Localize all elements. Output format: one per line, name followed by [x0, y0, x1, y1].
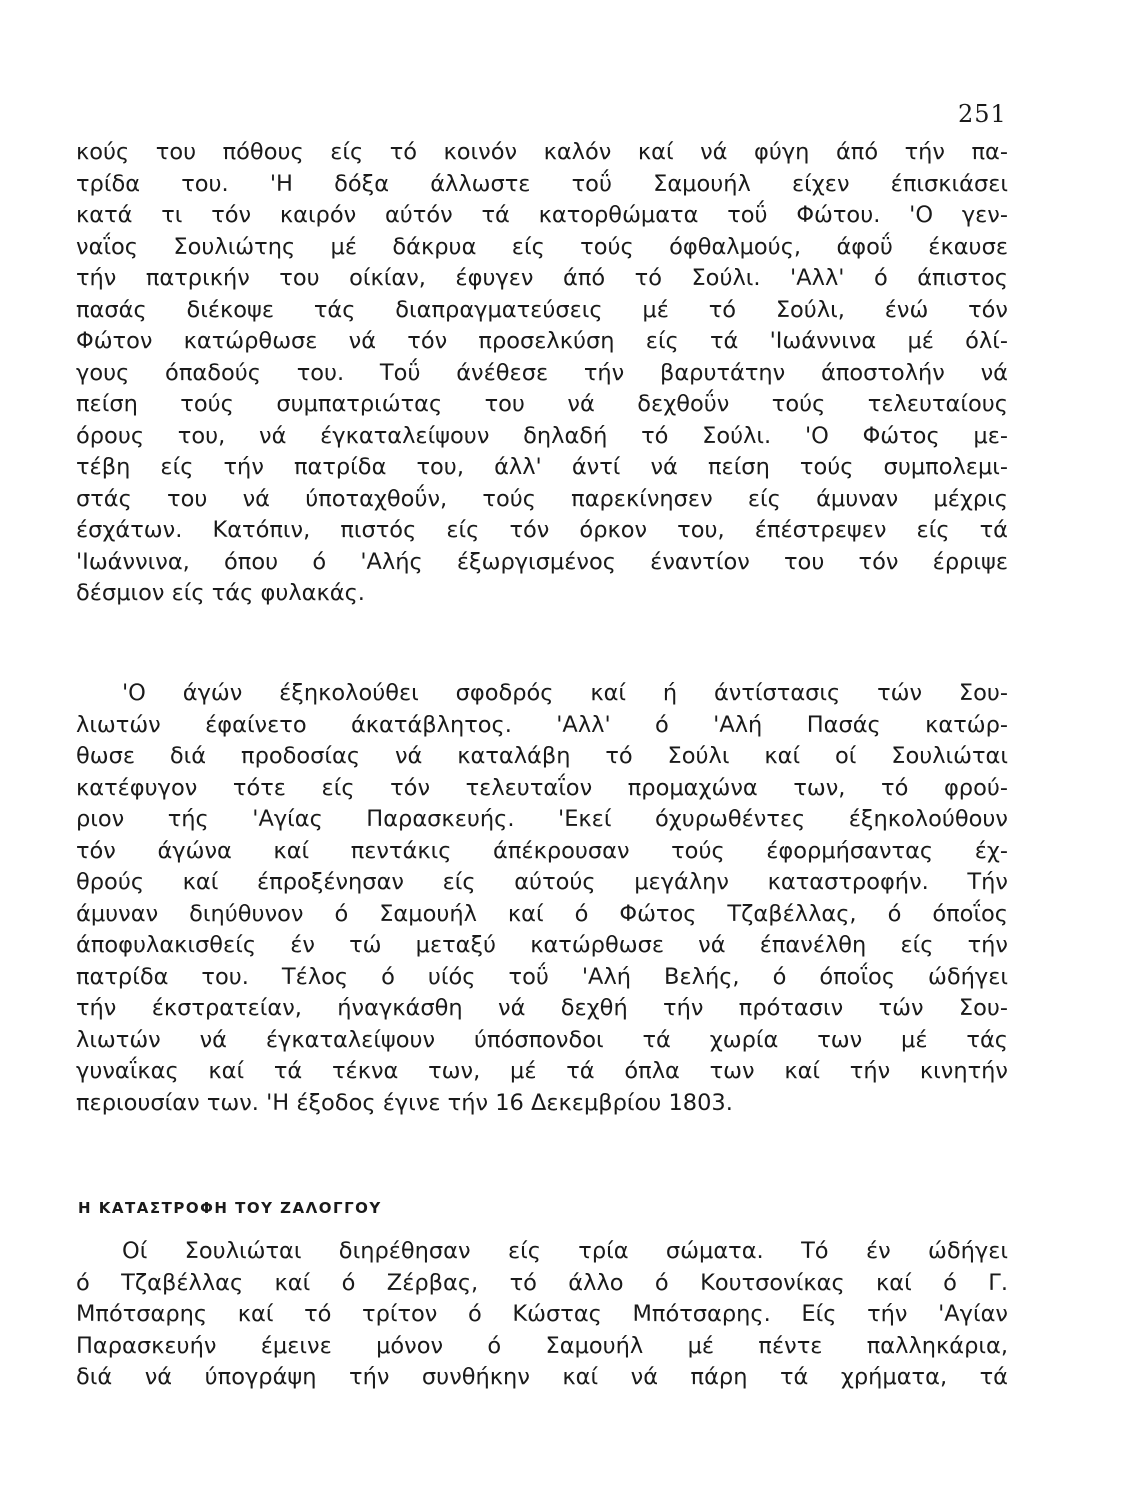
text-line: λιωτών έφαίνετο άκατάβλητος. 'Αλλ' ό 'Αλή Πασάς κατώρ-: [76, 711, 1008, 738]
text-line: έσχάτων. Κατόπιν, πιστός είς τόν όρκον του, έπέστρεψεν είς τά: [76, 517, 1008, 543]
text-line: Μπότσαρης καί τό τρίτον ό Κώστας Μπότσαρης. Είς τήν 'Αγίαν: [76, 1301, 1008, 1327]
text-line: κατά τι τόν καιρόν αύτόν τά κατορθώματα τοΰ Φώτου. 'Ο γεν-: [76, 202, 1008, 228]
text-line: τόν άγώνα καί πεντάκις άπέκρουσαν τούς έφορμήσαντας έχ-: [76, 837, 1008, 864]
text-line: πείση τούς συμπατριώτας του νά δεχθοΰν τούς τελευταίους: [76, 391, 1008, 417]
section-heading: Η ΚΑΤΑΣΤΡΟΦΗ ΤΟΥ ΖΑΛΟΓΓΟΥ: [78, 1199, 382, 1217]
text-line: ό Τζαβέλλας καί ό Ζέρβας, τό άλλο ό Κουτσονίκας καί ό Γ.: [76, 1269, 1008, 1296]
text-line: γυναΐκας καί τά τέκνα των, μέ τά όπλα των καί τήν κινητήν: [76, 1058, 1008, 1084]
text-line: πατρίδα του. Τέλος ό υίός τοΰ 'Αλή Βελής, ό όποΐος ώδήγει: [76, 963, 1008, 990]
text-line: τρίδα του. 'Η δόξα άλλωστε τοΰ Σαμουήλ είχεν έπισκιάσει: [76, 170, 1008, 197]
text-line: θωσε διά προδοσίας νά καταλάβη τό Σούλι καί οί Σουλιώται: [76, 743, 1008, 769]
text-line: άποφυλακισθείς έν τώ μεταξύ κατώρθωσε νά έπανέλθη είς τήν: [76, 932, 1008, 958]
text-line: 'Ο άγών έξηκολούθει σφοδρός καί ή άντίστασις τών Σου-: [122, 680, 1008, 706]
text-line: δέσμιον είς τάς φυλακάς.: [76, 580, 365, 606]
text-line: Παρασκευήν έμεινε μόνον ό Σαμουήλ μέ πέντε παλληκάρια,: [76, 1332, 1008, 1359]
text-line: τήν πατρικήν του οίκίαν, έφυγεν άπό τό Σούλι. 'Αλλ' ό άπιστος: [76, 265, 1008, 291]
paragraph: [76, 678, 1008, 1119]
text-line: όρους του, νά έγκαταλείψουν δηλαδή τό Σούλι. 'Ο Φώτος με-: [76, 422, 1008, 449]
text-line: περιουσίαν των. 'Η έξοδος έγινε τήν 16 Δεκεμβρίου 1803.: [76, 1089, 733, 1116]
text-line: Οί Σουλιώται διηρέθησαν είς τρία σώματα. Τό έν ώδήγει: [122, 1238, 1008, 1264]
text-line: ριον τής 'Αγίας Παρασκευής. 'Εκεί όχυρωθέντες έξηκολούθουν: [76, 806, 1008, 832]
text-line: διά νά ύπογράψη τήν συνθήκην καί νά πάρη τά χρήματα, τά: [76, 1364, 1008, 1390]
text-line: 'Ιωάννινα, όπου ό 'Αλής έξωργισμένος έναντίον του τόν έρριψε: [76, 548, 1008, 575]
text-line: κούς του πόθους είς τό κοινόν καλόν καί νά φύγη άπό τήν πα-: [76, 139, 1008, 165]
text-line: κατέφυγον τότε είς τόν τελευταΐον προμαχώνα των, τό φρού-: [76, 774, 1008, 801]
text-line: ναΐος Σουλιώτης μέ δάκρυα είς τούς όφθαλμούς, άφοΰ έκαυσε: [76, 233, 1008, 260]
text-line: θρούς καί έπροξένησαν είς αύτούς μεγάλην καταστροφήν. Τήν: [76, 869, 1008, 895]
text-line: τήν έκστρατείαν, ήναγκάσθη νά δεχθή τήν πρότασιν τών Σου-: [76, 995, 1008, 1021]
paragraph-continuation: [76, 137, 1008, 610]
text-line: πασάς διέκοψε τάς διαπραγματεύσεις μέ τό Σούλι, ένώ τόν: [76, 296, 1008, 323]
paragraph: [76, 1236, 1008, 1394]
page-number: 251: [958, 100, 1007, 128]
text-line: στάς του νά ύποταχθοΰν, τούς παρεκίνησεν είς άμυναν μέχρις: [76, 485, 1008, 512]
text-line: τέβη είς τήν πατρίδα του, άλλ' άντί νά πείση τούς συμπολεμι-: [76, 454, 1008, 480]
text-line: Φώτον κατώρθωσε νά τόν προσελκύση είς τά 'Ιωάννινα μέ όλί-: [76, 328, 1008, 354]
text-line: άμυναν διηύθυνον ό Σαμουήλ καί ό Φώτος Τζαβέλλας, ό όποΐος: [76, 900, 1008, 927]
text-line: λιωτών νά έγκαταλείψουν ύπόσπονδοι τά χωρία των μέ τάς: [76, 1026, 1008, 1053]
text-line: γους όπαδούς του. Τοΰ άνέθεσε τήν βαρυτάτην άποστολήν νά: [76, 359, 1008, 386]
